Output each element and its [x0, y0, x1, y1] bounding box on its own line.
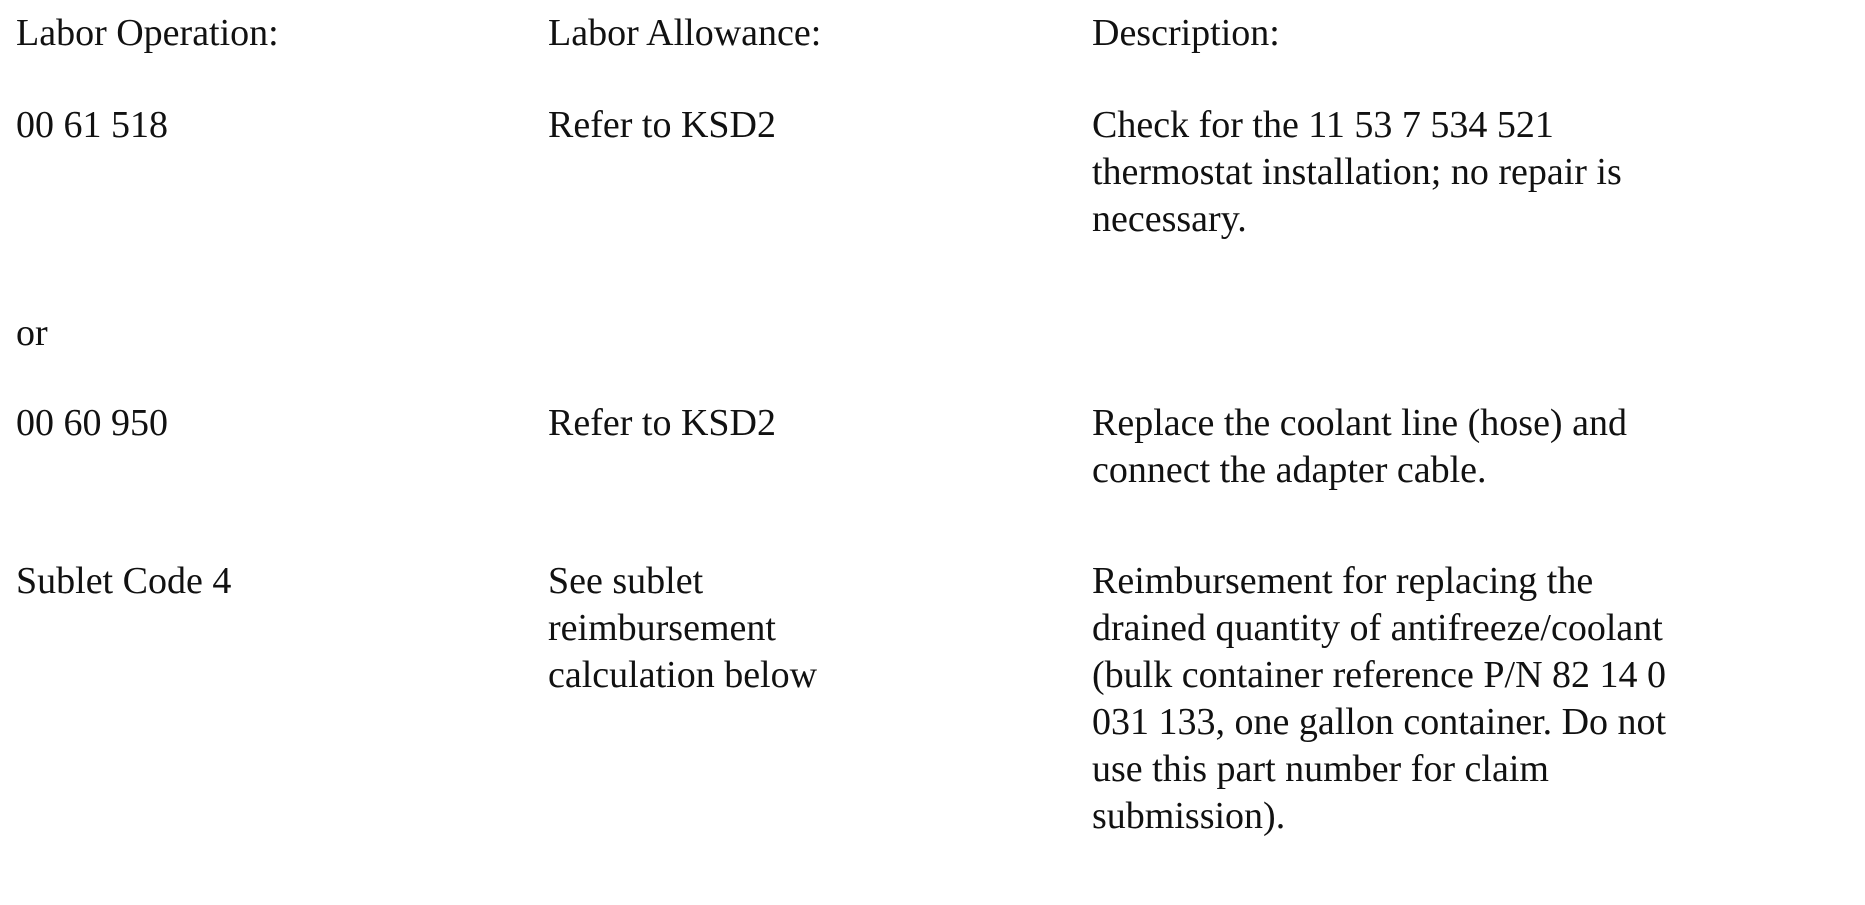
row-1-description [1092, 102, 1862, 243]
header-description: Description: [1092, 12, 1280, 54]
header-labor-operation: Labor Operation: [16, 12, 279, 54]
row-1-description-line: thermostat installation; no repair is [1092, 151, 1622, 193]
row-3-description-line: Reimbursement for replacing the [1092, 560, 1594, 602]
or-separator: or [16, 312, 48, 354]
header-labor-allowance: Labor Allowance: [548, 12, 822, 54]
row-2-labor-allowance [548, 400, 1048, 447]
row-3-description [1092, 558, 1862, 840]
row-1-labor-operation: 00 61 518 [16, 104, 168, 146]
row-2-description-line: Replace the coolant line (hose) and [1092, 402, 1627, 444]
row-3-labor-operation: Sublet Code 4 [16, 560, 232, 602]
row-3-labor-allowance [548, 558, 1048, 699]
row-3-labor-allowance-line: reimbursement [548, 607, 776, 649]
row-1-labor-allowance-line: Refer to KSD2 [548, 104, 776, 146]
row-3-description-line: 031 133, one gallon container. Do not [1092, 701, 1667, 743]
row-2-description [1092, 400, 1862, 494]
row-1-description-line: Check for the 11 53 7 534 521 [1092, 104, 1554, 146]
row-1-labor-allowance [548, 102, 1048, 149]
row-3-description-line: submission). [1092, 795, 1286, 837]
row-3-description-line: use this part number for claim [1092, 748, 1549, 790]
row-2-labor-allowance-line: Refer to KSD2 [548, 402, 776, 444]
row-2-description-line: connect the adapter cable. [1092, 449, 1487, 491]
row-3-description-line: (bulk container reference P/N 82 14 0 [1092, 654, 1667, 696]
row-3-labor-allowance-line: calculation below [548, 654, 818, 696]
row-1-description-line: necessary. [1092, 198, 1247, 240]
row-3-description-line: drained quantity of antifreeze/coolant [1092, 607, 1663, 649]
row-3-labor-allowance-line: See sublet [548, 560, 704, 602]
row-2-labor-operation: 00 60 950 [16, 402, 168, 444]
